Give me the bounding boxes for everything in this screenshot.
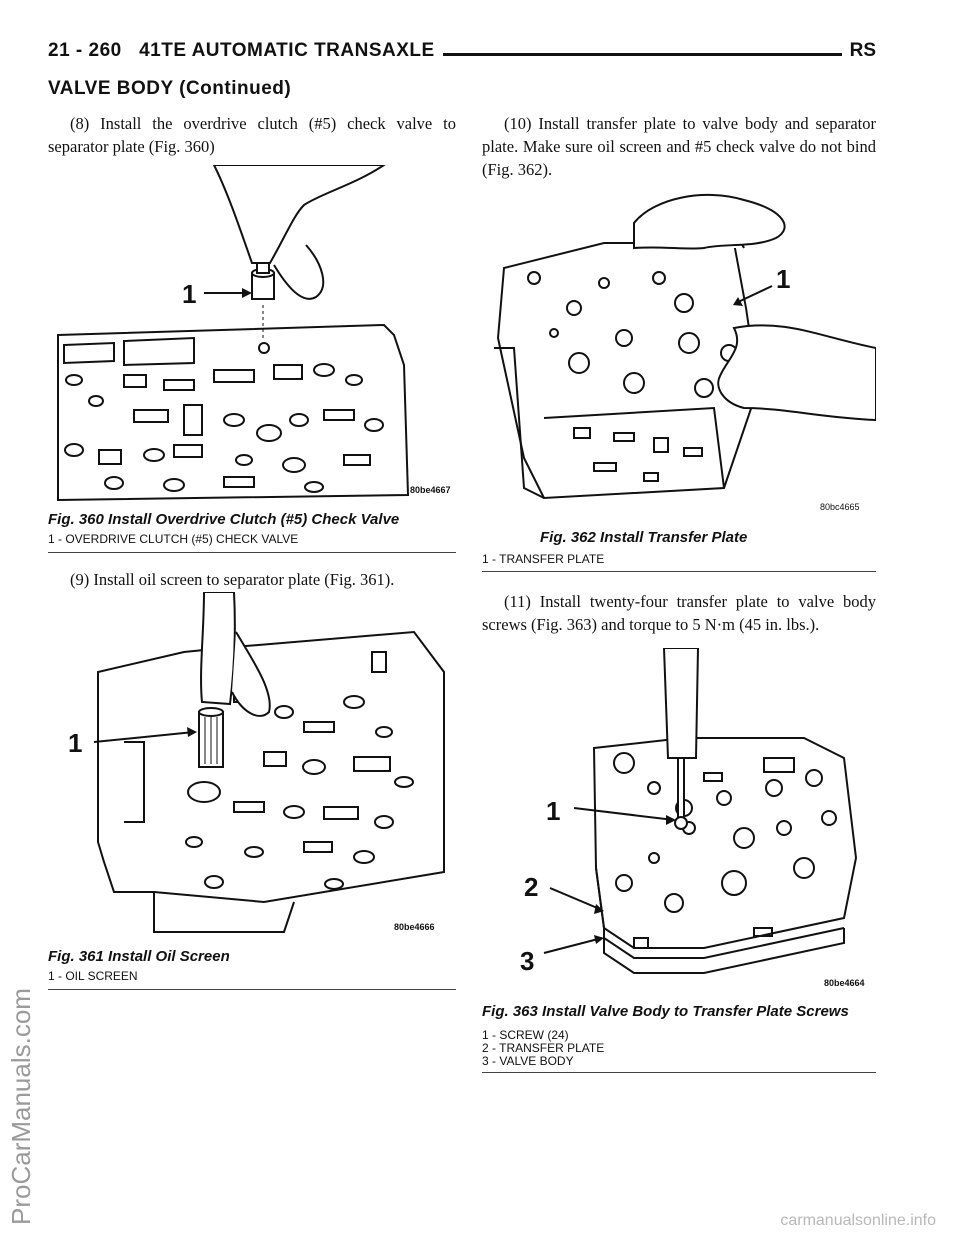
fig361-code: 80be4666: [394, 922, 435, 932]
fig363-code: 80be4664: [824, 978, 865, 988]
figure-363-legend-item-3: 3 - VALVE BODY: [482, 1054, 574, 1068]
step-10-text: (10) Install transfer plate to valve body and separator plate. Make sure oil screen and #5 check valve do not bind (Fig. 362).: [482, 114, 876, 179]
fig360-callout-1: 1: [182, 279, 197, 309]
fig360-code: 80be4667: [410, 485, 451, 495]
figure-363-rule: [482, 1072, 876, 1073]
fig363-callout-3: 3: [520, 946, 535, 976]
figure-360-rule: [48, 552, 456, 553]
fig362-code: 80bc4665: [820, 502, 860, 512]
step-9-text: (9) Install oil screen to separator plate (Fig. 361).: [70, 570, 395, 589]
figure-362-image: [484, 188, 876, 520]
figure-362-legend-item-1: 1 - TRANSFER PLATE: [482, 552, 605, 566]
page-reference: [48, 40, 443, 62]
step-8-text: (8) Install the overdrive clutch (#5) check valve to separator plate (Fig. 360): [48, 114, 456, 156]
figure-360-caption: Fig. 360 Install Overdrive Clutch (#5) Check Valve: [48, 511, 400, 528]
figure-361-legend-item-1: 1 - OIL SCREEN: [48, 969, 138, 983]
figure-363-legend-item-1: 1 - SCREW (24): [482, 1028, 569, 1042]
step-11-text: (11) Install twenty-four transfer plate to valve body screws (Fig. 363) and torque to 5 N·m (45 in. lbs.).: [482, 592, 876, 634]
figure-363-caption: Fig. 363 Install Valve Body to Transfer Plate Screws: [482, 1003, 849, 1020]
figure-361-caption: Fig. 361 Install Oil Screen: [48, 948, 230, 965]
figure-363-legend-item-2: 2 - TRANSFER PLATE: [482, 1041, 605, 1055]
figure-362-rule: [482, 571, 876, 572]
figure-361-rule: [48, 989, 456, 990]
figure-363-legend: [482, 1029, 604, 1068]
fig363-callout-2: 2: [524, 872, 539, 902]
chapter-title: 41TE AUTOMATIC TRANSAXLE: [139, 40, 435, 61]
fig362-callout-1: 1: [776, 264, 791, 294]
figure-360-legend-item-1: 1 - OVERDRIVE CLUTCH (#5) CHECK VALVE: [48, 532, 299, 546]
figure-360-legend: [48, 533, 298, 546]
figure-361-image: [54, 592, 456, 942]
fig361-callout-1: 1: [68, 728, 83, 758]
side-watermark: ProCarManuals.com: [6, 988, 36, 1225]
page-number: 21 - 260: [48, 40, 122, 61]
figure-363-image: [484, 648, 876, 1000]
fig363-callout-1: 1: [546, 796, 561, 826]
figure-362-legend: [482, 553, 604, 566]
figure-360-image: [54, 165, 456, 505]
figure-362-caption: Fig. 362 Install Transfer Plate: [540, 529, 748, 546]
page-header: [48, 40, 876, 68]
model-code: RS: [842, 40, 876, 62]
section-title: VALVE BODY (Continued): [48, 78, 292, 99]
figure-361-legend: [48, 970, 138, 983]
footer-watermark[interactable]: carmanualsonline.info: [780, 1212, 936, 1229]
